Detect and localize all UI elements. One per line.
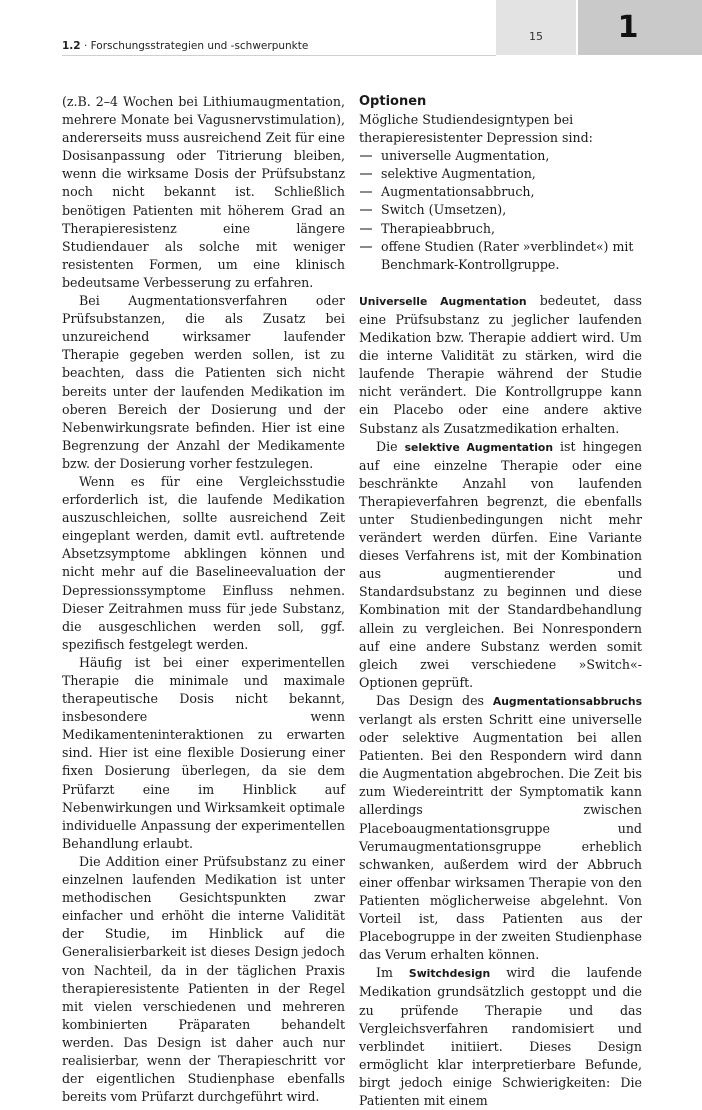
- left-paragraph-1: (z.B. 2–4 Wochen bei Lithiumaugmentation, mehrere Monate bei Vagusnervstimulation), andererseits muss ausreichend Zeit für eine Dosisanpassung oder Titrierung bleiben, wenn die wirksame Dosis der Prüfsubstanz noch nicht bekannt ist. Schließlich benötigen Patienten mit höherem Grad an Therapieresistenz eine längere Studiendauer als solche mit weniger resistenten Formen, um eine klinisch bedeutsame Verbesserung zu erfahren.: [62, 94, 345, 290]
- page-number: 15: [529, 30, 543, 43]
- list-item: universelle Augmentation,: [359, 147, 642, 165]
- section-number: 1.2: [62, 40, 81, 52]
- term-selective-augmentation: selektive Augmentation: [404, 440, 554, 454]
- selective-augmentation-paragraph: Die selektive Augmentation ist hingegen auf eine einzelne Therapie oder eine beschränkte Anzahl von laufenden Therapieverfahren begrenzt, die ebenfalls unter Studienbedingungen nicht mehr verändert werden dürfen. Eine Variante dieses Verfahrens ist, mit der Kombination aus augmentierender und Standardsubstanz zu beginnen und diese Kombination mit der Standardbehandlung allein zu vergleichen. Bei Nonrespondern auf eine andere Substanz werden somit gleich zwei verschiedene »Switch«-Optionen geprüft.: [359, 438, 642, 690]
- augmentation-withdrawal-paragraph: Das Design des Augmentationsabbruchs verlangt als ersten Schritt eine universelle oder selektive Augmentation bei allen Patienten. Bei den Respondern wird dann die Augmentation abgebrochen. Die Zeit bis zum Wiedereintritt der Symptomatik kann allerdings zwischen Placeboaugmentationsgruppe und Verumaugmentationsgruppe erheblich schwanken, außerdem wird der Abbruch einer offenbar wirksamen Therapie von den Patienten möglicherweise abgelehnt. Von Vorteil ist, dass Patienten aus der Placebogruppe in der zweiten Studienphase das Verum erhalten können.: [359, 692, 642, 963]
- left-paragraph-3: Wenn es für eine Vergleichsstudie erforderlich ist, die laufende Medikation auszuschleichen, sollte ausreichend Zeit eingeplant werden, damit evtl. auftretende Absetzsymptome abklingen können und nicht mehr auf die Baselineevaluation der Depressionssymptome Einfluss nehmen. Dieser Zeitrahmen muss für jede Substanz, die ausgeschlichen werden soll, ggf. spezifisch festgelegt werden.: [62, 473, 345, 652]
- universal-augmentation-paragraph: Universelle Augmentation bedeutet, dass eine Prüfsubstanz zu jeglicher laufenden Medikation bzw. Therapie addiert wird. Um die interne Validität zu stärken, wird die laufende Therapie während der Studie nicht verändert. Die Kontrollgruppe kann ein Placebo oder eine andere aktive Substanz als Zusatzmedikation erhalten.: [359, 292, 642, 436]
- dash-bullet-icon: [360, 173, 372, 175]
- list-item: Augmentationsabbruch,: [359, 183, 642, 201]
- chapter-number: 1: [617, 10, 639, 45]
- dash-bullet-icon: [360, 155, 372, 157]
- left-paragraph-5: Die Addition einer Prüfsubstanz zu einer einzelnen laufenden Medikation ist unter methodischen Gesichtspunkten zwar einfacher und erhöht die interne Validität der Studie, im Hinblick auf die Generalisierbarkeit ist dieses Design jedoch von Nachteil, da in der täglichen Praxis therapieresistente Patienten in der Regel mit vielen verschiedenen und mehreren kombinierten Präparaten behandelt werden. Das Design ist daher auch nur realisierbar, wenn der Therapieschritt vor der eigentlichen Studienphase ebenfalls bereits vom Prüfarzt durchgeführt wird.: [62, 853, 345, 1105]
- left-paragraph-2: Bei Augmentationsverfahren oder Prüfsubstanzen, die als Zusatz bei unzureichend wirksamer laufender Therapie gegeben werden sollen, ist zu beachten, dass die Patienten sich nicht bereits unter der laufenden Medikation im oberen Bereich der Dosierung und der Nebenwirkungsrate befinden. Hier ist eine Begrenzung der Anzahl der Medikamente bzw. der Dosierung vorher festzulegen.: [62, 293, 345, 471]
- page-number-tab: [496, 0, 576, 55]
- section-heading: Optionen: [359, 94, 427, 109]
- list-item: selektive Augmentation,: [359, 165, 642, 183]
- term-augmentation-withdrawal: Augmentationsabbruchs: [492, 694, 642, 708]
- switch-design-paragraph: Im Switchdesign wird die laufende Medikation grundsätzlich gestoppt und die zu prüfende Therapie und das Vergleichsverfahren randomisiert und verblindet initiiert. Dieses Design ermöglicht klar interpretierbare Befunde, birgt jedoch einige Schwierigkeiten: Die Patienten mit einem: [359, 965, 643, 1108]
- list-item: Therapieabbruch,: [359, 220, 642, 238]
- section-separator: ·: [83, 40, 88, 52]
- section-title: Forschungsstrategien und -schwerpunkte: [90, 40, 309, 52]
- left-column: [62, 93, 345, 1106]
- term-switch-design: Switchdesign: [408, 967, 491, 981]
- left-paragraph-4: Häufig ist bei einer experimentellen Therapie die minimale und maximale therapeutische Dosis nicht bekannt, insbesondere wenn Medikamenteninteraktionen zu erwarten sind. Hier ist eine flexible Dosierung einer fixen Dosierung überlegen, da sie dem Prüfarzt eine im Hinblick auf Nebenwirkungen und Wirksamkeit optimale individuelle Anpassung der experimentellen Behandlung erlaubt.: [62, 654, 345, 851]
- options-list: [359, 147, 642, 274]
- header-rule: [62, 55, 496, 56]
- options-intro: Mögliche Studiendesigntypen bei therapieresistenter Depression sind:: [359, 112, 593, 146]
- dash-bullet-icon: [360, 209, 372, 211]
- running-head: [62, 40, 308, 52]
- right-column: [359, 93, 642, 1110]
- dash-bullet-icon: [360, 191, 372, 193]
- list-item: offene Studien (Rater »verblindet«) mit Benchmark-Kontrollgruppe.: [359, 238, 642, 274]
- chapter-tab: [578, 0, 702, 55]
- term-universal-augmentation: Universelle Augmentation: [359, 294, 527, 308]
- list-item: Switch (Umsetzen),: [359, 201, 642, 219]
- dash-bullet-icon: [360, 228, 372, 230]
- dash-bullet-icon: [360, 246, 372, 248]
- page-header: [0, 0, 702, 58]
